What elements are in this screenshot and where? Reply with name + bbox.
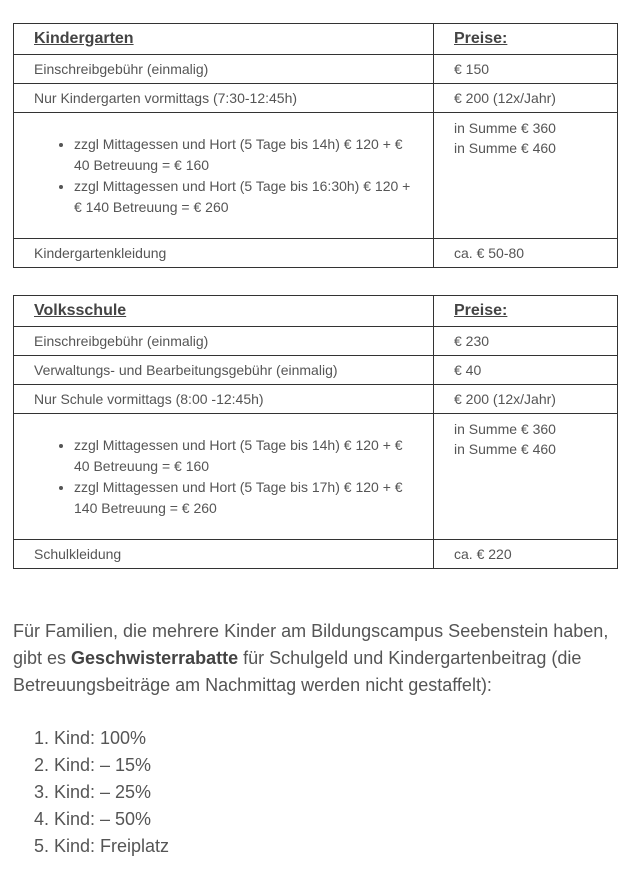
table-row [14,385,618,414]
option-price: in Summe € 360 [454,421,556,437]
row-label: Einschreibgebühr (einmalig) [14,55,434,84]
volksschule-price-table [13,295,618,569]
row-price: ca. € 50-80 [434,239,618,268]
table-header-row [14,24,618,55]
table-header-price: Preise: [434,296,618,327]
list-item: 2. Kind: – 15% [54,752,169,779]
discount-bold-term: Geschwisterrabatte [71,648,239,668]
list-item: • zzgl Mittagessen und Hort (5 Tage bis 17h) € 120 + € 140 Betreuung = € 260 [74,477,413,519]
kindergarten-price-table [13,23,618,268]
table-header-label: Volksschule [14,296,434,327]
row-label: Kindergartenkleidung [14,239,434,268]
row-label: Schulkleidung [14,540,434,569]
row-price: € 150 [434,55,618,84]
options-price-cell [434,414,618,540]
list-item: 5. Kind: Freiplatz [54,833,169,860]
options-cell [14,113,434,239]
table-row [14,327,618,356]
table-header-price: Preise: [434,24,618,55]
list-item: 1. Kind: 100% [54,725,169,752]
list-item: • zzgl Mittagessen und Hort (5 Tage bis 16:30h) € 120 + € 140 Betreuung = € 260 [74,176,413,218]
table-header-label: Kindergarten [14,24,434,55]
row-label: Verwaltungs- und Bearbeitungsgebühr (einmalig) [14,356,434,385]
row-price: € 40 [434,356,618,385]
table-header-row [14,296,618,327]
table-row [14,540,618,569]
table-row-options [14,113,618,239]
options-cell [14,414,434,540]
option-price: in Summe € 460 [454,140,556,156]
list-item: • zzgl Mittagessen und Hort (5 Tage bis 14h) € 120 + € 40 Betreuung = € 160 [74,134,413,176]
options-list [34,435,413,519]
options-price-cell [434,113,618,239]
option-price: in Summe € 360 [454,120,556,136]
option-price: in Summe € 460 [454,441,556,457]
list-item: • zzgl Mittagessen und Hort (5 Tage bis 14h) € 120 + € 40 Betreuung = € 160 [74,435,413,477]
sibling-discount-paragraph: Für Familien, die mehrere Kinder am Bildungscampus Seebenstein haben, gibt es Geschwisterrabatte für Schulgeld und Kindergartenbeitrag (die Betreuungsbeiträge am Nachmittag werden nicht gestaffelt): [13,621,609,695]
table-row [14,55,618,84]
table-row [14,239,618,268]
row-price: € 200 (12x/Jahr) [434,84,618,113]
table-row [14,84,618,113]
row-price: € 200 (12x/Jahr) [434,385,618,414]
row-price: ca. € 220 [434,540,618,569]
list-item: 3. Kind: – 25% [54,779,169,806]
row-label: Einschreibgebühr (einmalig) [14,327,434,356]
list-item: 4. Kind: – 50% [54,806,169,833]
row-price: € 230 [434,327,618,356]
table-row [14,356,618,385]
options-list [34,134,413,218]
sibling-discount-list [13,725,169,860]
row-label: Nur Schule vormittags (8:00 -12:45h) [14,385,434,414]
row-label: Nur Kindergarten vormittags (7:30-12:45h) [14,84,434,113]
table-row-options [14,414,618,540]
